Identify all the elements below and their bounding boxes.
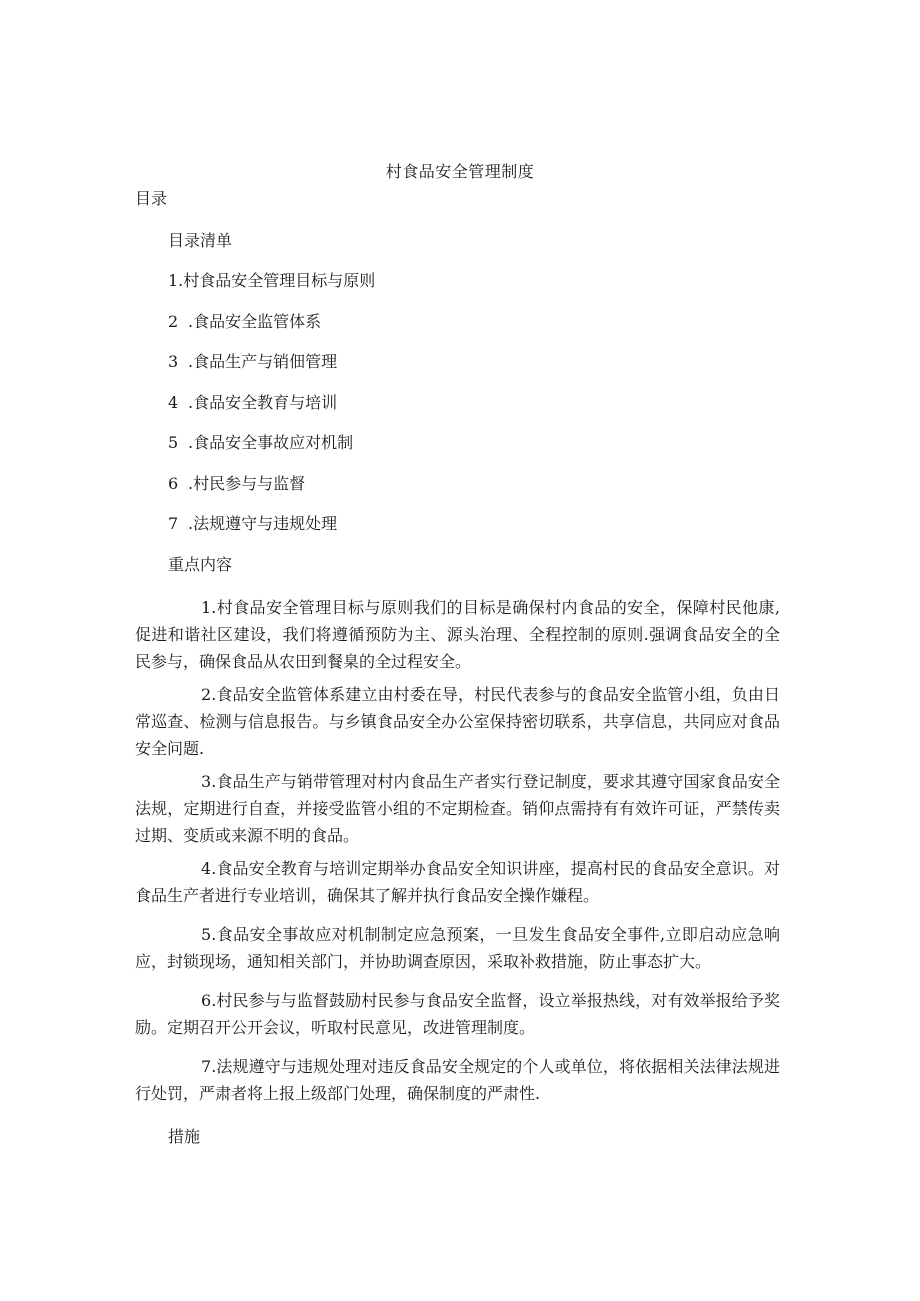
toc-item-text: .法规遵守与违规处理 [188,514,338,533]
measures-label: 措施 [168,1127,201,1146]
toc-heading: 目录 [135,189,168,208]
paragraph-number: 2 [201,685,212,704]
paragraph-number: 3 [201,772,212,791]
toc-item [168,473,305,495]
body-paragraph [135,855,780,909]
paragraph-text: .法规遵守与违规处理对违反食品安全规定的个人或单位，将依据相关法律法规进行处罚，严肃者将上报上级部门处理，确保制度的严肃性. [135,1057,780,1103]
paragraph-number: 6 [201,991,212,1010]
paragraph-text: .村民参与与监督鼓励村民参与食品安全监督，设立举报热线，对有效举报给予奖励。定期召开公开会议，听取村民意见，改进管理制度。 [135,991,780,1037]
toc-item-number: 6 [168,474,179,493]
toc-item [168,513,337,535]
body-paragraph [135,921,780,975]
toc-item-number: 3 [168,352,179,371]
paragraph-number: 5 [201,925,212,944]
toc-item [168,432,353,454]
toc-item-text: .食品安全教育与培训 [188,393,338,412]
body-paragraph [135,594,780,675]
key-content-label: 重点内容 [168,555,233,574]
toc-item-number: 4 [168,393,179,412]
body-paragraph [135,1053,780,1107]
paragraph-text: .食品安全事故应对机制制定应急预案，一旦发生食品安全事件,立即启动应急响应，封锁现场，通知相关部门，并协助调查原因，采取补救措施，防止事态扩大。 [135,925,780,971]
toc-item-text: .食品安全监管体系 [188,312,322,331]
toc-item-number: 2 [168,312,179,331]
toc-item-number: 5 [168,433,179,452]
body-paragraph [135,768,780,849]
paragraph-number: 4 [201,859,212,878]
paragraph-number: 1 [201,598,212,617]
paragraph-text: .村食品安全管理目标与原则我们的目标是确保村内食品的安全，保障村民他康,促进和谐社区建设，我们将遵循预防为主、源头治理、全程控制的原则.强调食品安全的全民参与，确保食品从农田到餐臬的全过程安全。 [135,598,780,671]
paragraph-text: .食品生产与销带管理对村内食品生产者实行登记制度，要求其遵守国家食品安全法规，定期进行自查，并接受监管小组的不定期检查。销仰点需持有有效许可证，严禁传卖过期、变质或来源不明的食品。 [135,772,780,845]
toc-list-label: 目录清单 [168,231,233,250]
toc-item [168,392,337,414]
paragraph-text: .食品安全教育与培训定期举办食品安全知识讲座，提高村民的食品安全意识。对食品生产者进行专业培训，确保其了解并执行食品安全操作嫌程。 [135,859,780,905]
document-title: 村食品安全管理制度 [385,162,535,181]
toc-item [168,270,375,292]
toc-item-text: .食品生产与销佃管理 [188,352,338,371]
toc-item [168,311,321,333]
toc-item-number: 7 [168,514,179,533]
toc-item-text: 村食品安全管理目标与原则 [183,271,376,290]
body-paragraph [135,987,780,1041]
toc-item-text: .村民参与与监督 [188,474,306,493]
paragraph-number: 7 [201,1057,212,1076]
toc-item [168,351,337,373]
paragraph-text: .食品安全监管体系建立由村委在导，村民代表参与的食品安全监管小组，负由日常巡查、检测与信息报告。与乡镇食品安全办公室保持密切联系，共享信息，共同应对食品安全问题. [135,685,780,758]
body-paragraph [135,681,780,762]
toc-item-number: 1. [168,271,184,290]
toc-item-text: .食品安全事故应对机制 [188,433,354,452]
